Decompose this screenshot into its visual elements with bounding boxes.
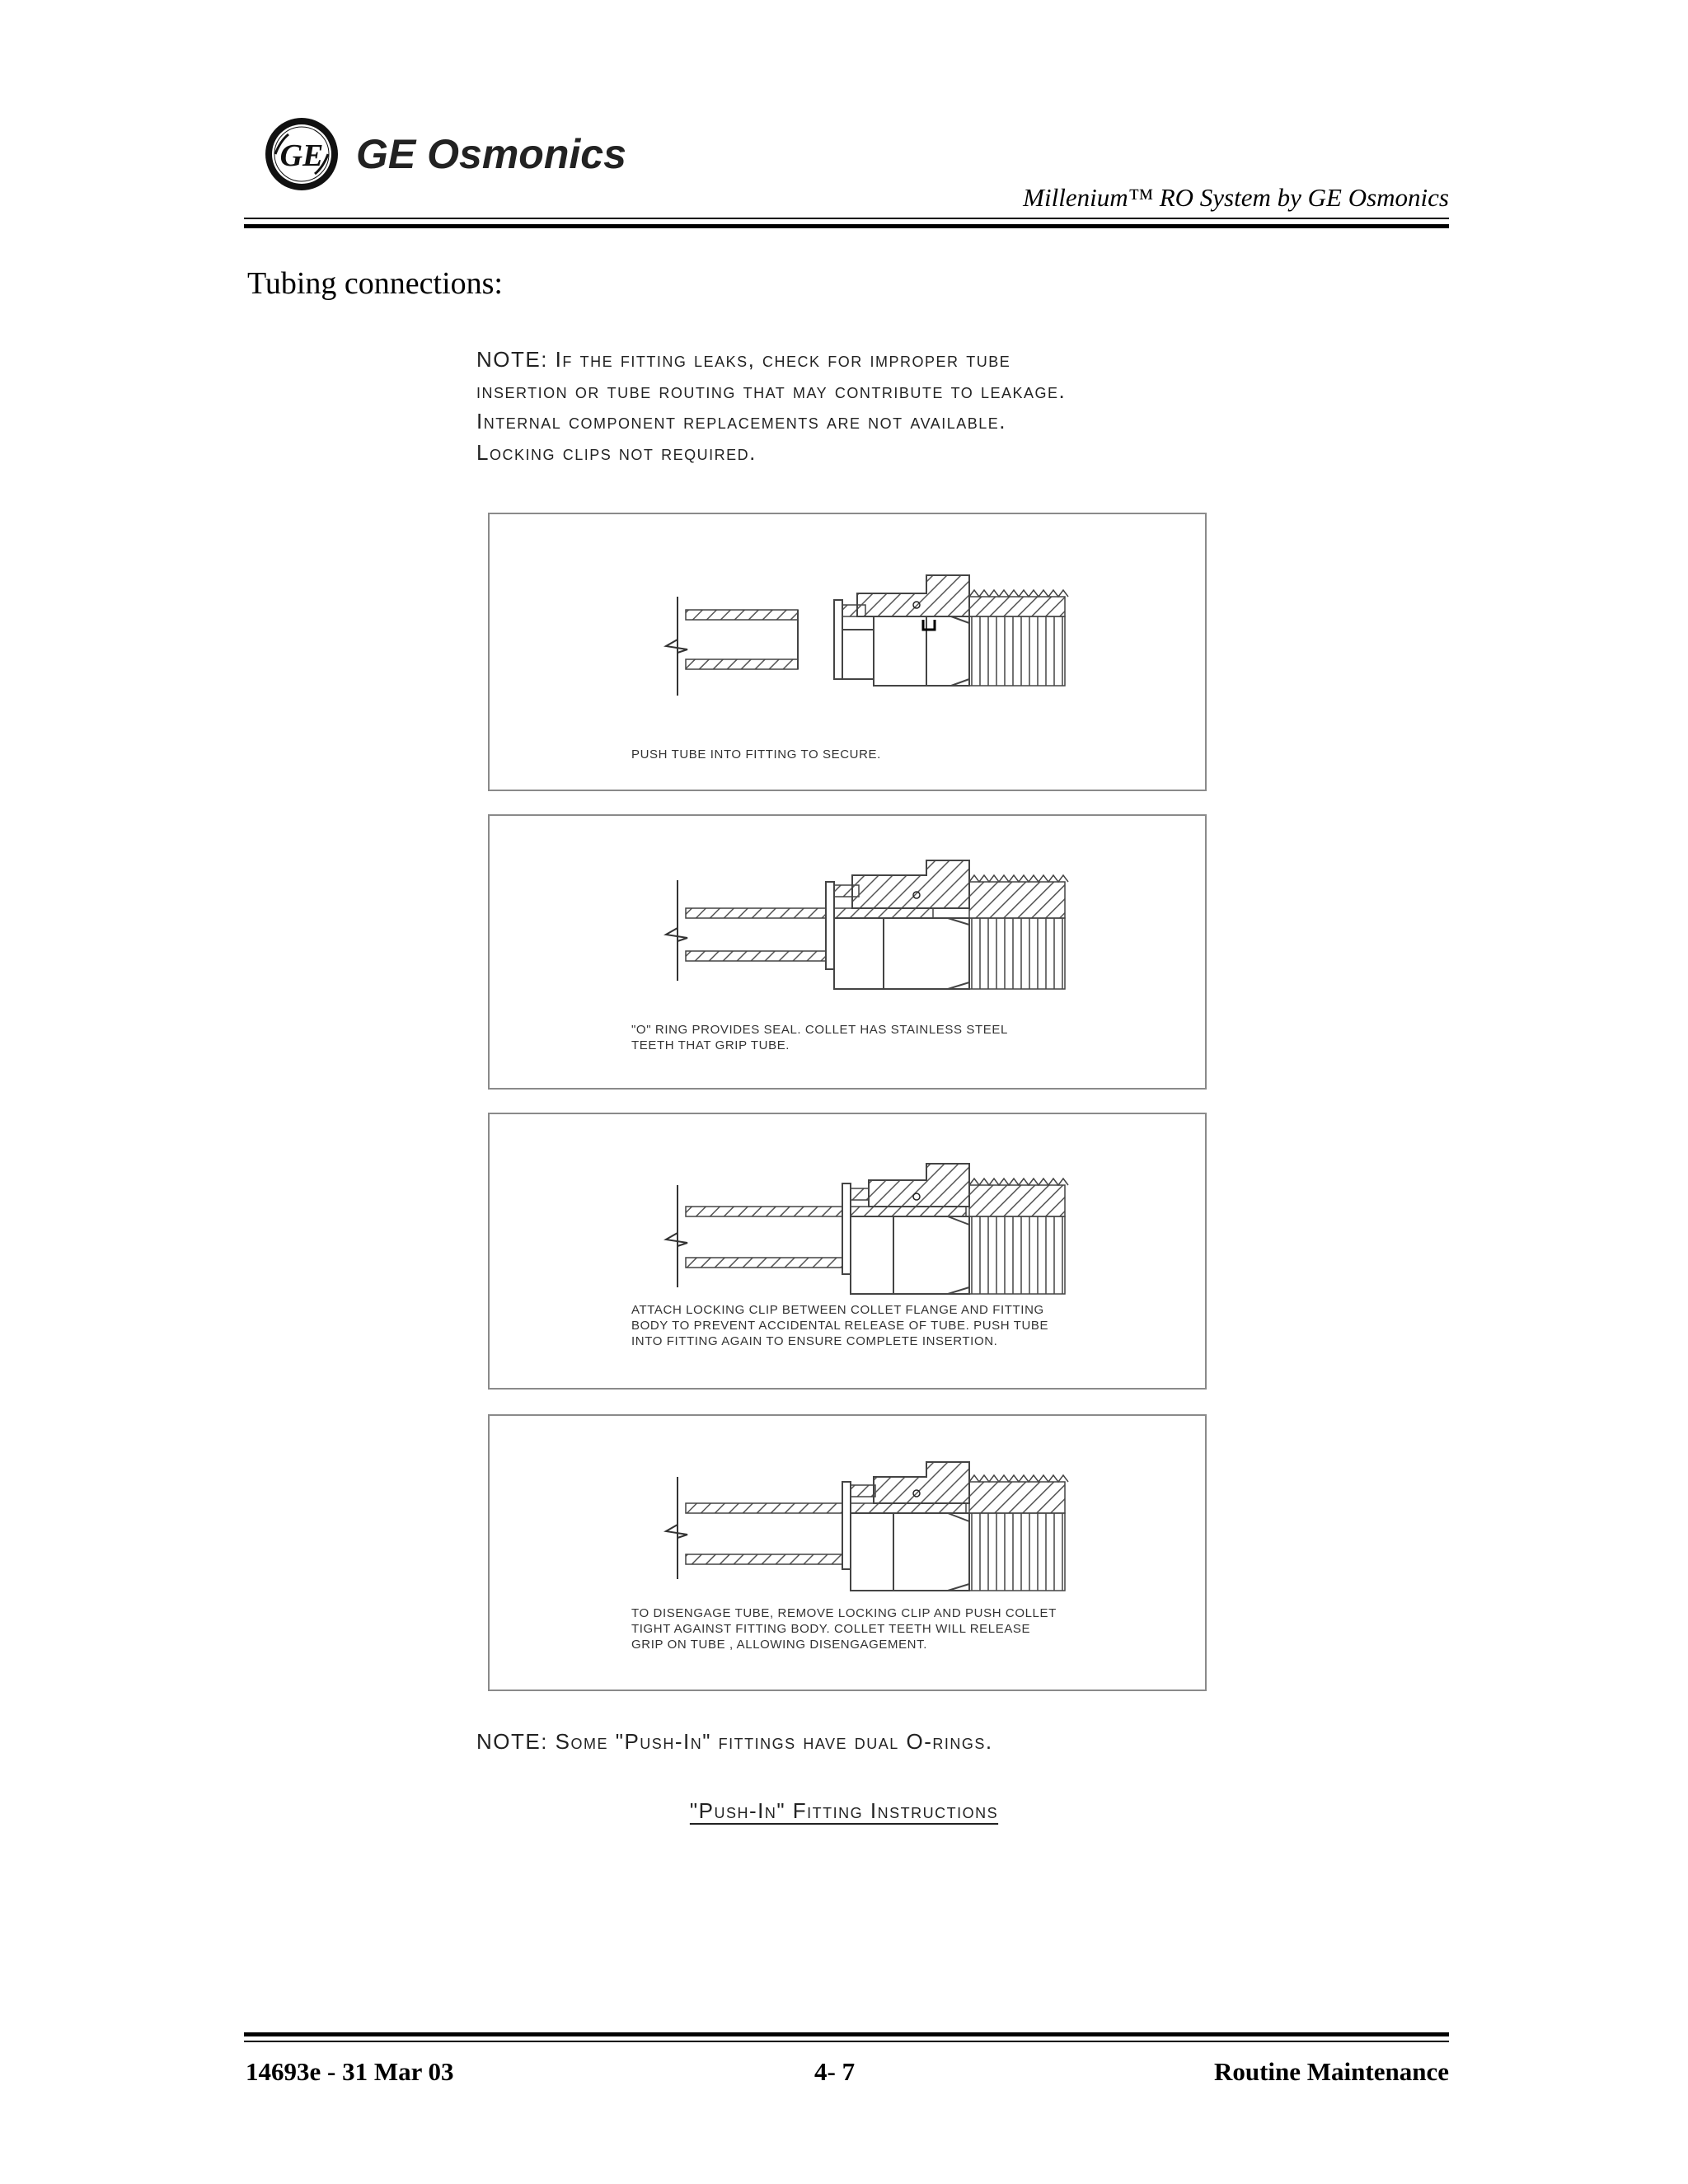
brand-name: GE Osmonics — [356, 131, 626, 177]
footer-page-number: 4- 7 — [814, 2057, 856, 2086]
section-heading: Tubing connections: — [247, 266, 503, 301]
panel-caption: "O" RING PROVIDES SEAL. COLLET HAS STAINLESS STEEL TEETH THAT GRIP TUBE. — [631, 1023, 1008, 1052]
note-bottom: NOTE: Some "Push-In" fittings have dual O-rings. — [476, 1729, 993, 1754]
diagram-panel-3 — [488, 1113, 1207, 1390]
document-title: Millenium™ RO System by GE Osmonics — [1023, 183, 1449, 212]
header-logo — [264, 109, 626, 199]
footer-rule-thin — [244, 2041, 1449, 2042]
footer-rule-thick — [244, 2032, 1449, 2036]
note-top — [476, 344, 1235, 468]
header-rule-thick — [244, 224, 1449, 228]
note-line: Internal component replacements are not available. — [476, 409, 1007, 434]
diagram-panel-4 — [488, 1414, 1207, 1691]
header-rule-thin — [244, 218, 1449, 219]
note-line: NOTE: If the fitting leaks, check for improper tube — [476, 347, 1011, 372]
panel-caption: TO DISENGAGE TUBE, REMOVE LOCKING CLIP AND PUSH COLLET TIGHT AGAINST FITTING BODY. COLLET TEETH WILL RELEASE GRIP ON TUBE , ALLOWING DISENGAGEMENT. — [631, 1606, 1057, 1652]
note-line: insertion or tube routing that may contribute to leakage. — [476, 377, 1067, 403]
panel-caption: PUSH TUBE INTO FITTING TO SECURE. — [631, 748, 881, 762]
diagram-panel-2 — [488, 814, 1207, 1090]
footer-section-name: Routine Maintenance — [1213, 2057, 1449, 2086]
panel-caption: ATTACH LOCKING CLIP BETWEEN COLLET FLANGE AND FITTING BODY TO PREVENT ACCIDENTAL RELEASE OF TUBE. PUSH TUBE INTO FITTING AGAIN TO ENSURE COMPLETE INSERTION. — [631, 1303, 1049, 1348]
note-line: Locking clips not required. — [476, 439, 757, 465]
logo-monogram: GE — [279, 138, 324, 173]
diagram-panel-1 — [488, 513, 1207, 791]
footer-doc-id: 14693e - 31 Mar 03 — [246, 2057, 454, 2086]
figure-title: "Push-In" Fitting Instructions — [689, 1798, 999, 1823]
ge-logo-icon — [264, 116, 340, 192]
